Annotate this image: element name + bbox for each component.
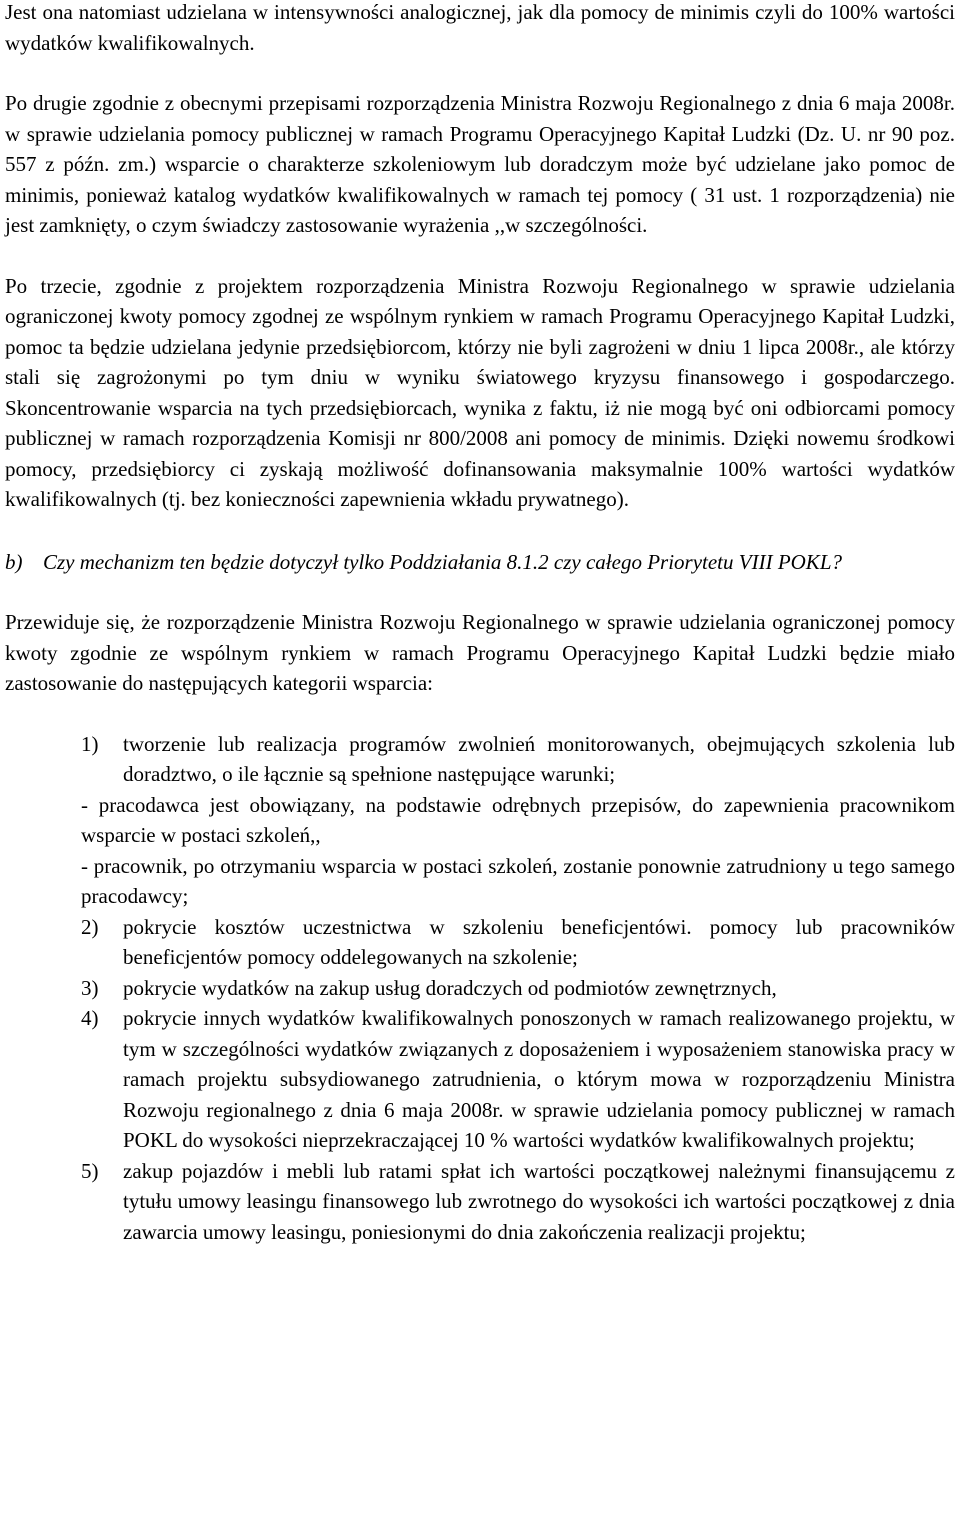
paragraph-spacer: [5, 515, 955, 547]
list-item-number: 4): [81, 1006, 99, 1030]
list-item: [81, 973, 955, 1004]
list-item-text: tworzenie lub realizacja programów zwolnień monitorowanych, obejmujących szkolenia lub doradztwo, o ile łącznie są spełnione następujące warunki;: [123, 731, 955, 786]
question-marker: b): [5, 549, 23, 574]
paragraph-second-point: Po drugie zgodnie z obecnymi przepisami rozporządzenia Ministra Rozwoju Regionalnego z dnia 6 maja 2008r. w sprawie udzielania pomocy publicznej w ramach Programu Operacyjnego Kapitał Ludzki (Dz. U. nr 90 poz. 557 z późn. zm.) wsparcie o charakterze szkoleniowym lub doradczym może być udzielane jako pomoc de minimis, ponieważ katalog wydatków kwalifikowalnych w ramach tej pomocy ( 31 ust. 1 rozporządzenia) nie jest zamknięty, o czym świadczy zastosowanie wyrażenia ,,w szczególności.: [5, 91, 955, 237]
list-item-text: pokrycie kosztów uczestnictwa w szkoleniu beneficjentówi. pomocy lub pracowników beneficjentów pomocy oddelegowanych na szkolenie;: [123, 914, 955, 969]
list-item-text: zakup pojazdów i mebli lub ratami spłat ich wartości początkowej należnymi finansującemu z tytułu umowy leasingu finansowego lub zwrotnego do wysokości ich wartości początkowej z dnia zawarcia umowy leasingu, poniesionymi do dnia zakończenia realizacji projektu;: [123, 1158, 955, 1244]
question-heading: [5, 547, 955, 578]
list-item: [81, 1156, 955, 1248]
list-item-number: 3): [81, 975, 99, 1000]
question-text: Czy mechanizm ten będzie dotyczył tylko Poddziałania 8.1.2 czy całego Priorytetu VIII POKL?: [43, 549, 842, 574]
support-categories-list: [5, 729, 955, 1248]
condition-item: - pracodawca jest obowiązany, na podstawie odrębnych przepisów, do zapewnienia pracownikom wsparcie w postaci szkoleń,,: [81, 792, 955, 847]
list-item-text: pokrycie wydatków na zakup usług doradczych od podmiotów zewnętrznych,: [123, 975, 777, 1000]
paragraph-intensity: Jest ona natomiast udzielana w intensywności analogicznej, jak dla pomocy de minimis czyli do 100% wartości wydatków kwalifikowalnych.: [5, 0, 955, 55]
list-item: [81, 1003, 955, 1156]
paragraph-spacer: [5, 241, 955, 271]
paragraph-third-point: Po trzecie, zgodnie z projektem rozporządzenia Ministra Rozwoju Regionalnego w sprawie udzielania ograniczonej kwoty pomocy zgodnej ze wspólnym rynkiem w ramach Programu Operacyjnego Kapitał Ludzki, pomoc ta będzie udzielana jedynie przedsiębiorcom, którzy nie byli zagrożeni w dniu 1 lipca 2008r., ale którzy stali się zagrożonymi po tym dniu w wyniku światowego kryzysu finansowego i gospodarczego. Skoncentrowanie wsparcia na tych przedsiębiorcach, wynika z faktu, iż nie mogą być oni odbiorcami pomocy publicznej w ramach rozporządzenia Komisji nr 800/2008 ani pomocy de minimis. Dzięki nowemu środkowi pomocy, przedsiębiorcy ci zyskają możliwość dofinansowania maksymalnie 100% wartości wydatków kwalifikowalnych (tj. bez konieczności zapewnienia wkładu prywatnego).: [5, 273, 955, 511]
paragraph-spacer: [5, 58, 955, 88]
list-item-text: pokrycie innych wydatków kwalifikowalnych ponoszonych w ramach realizowanego projektu, w tym w szczególności wydatków związanych z doposażeniem i wyposażeniem stanowiska pracy w ramach projektu subsydiowanego zatrudnienia, o którym mowa w rozporządzeniu Ministra Rozwoju regionalnego z dnia 6 maja 2008r. w sprawie udzielania pomocy publicznej w ramach POKL do wysokości nieprzekraczającej 10 % wartości wydatków kwalifikowalnych projektu;: [123, 1006, 955, 1152]
paragraph-spacer: [5, 699, 955, 729]
list-item: [81, 912, 955, 973]
list-item-number: 2): [81, 914, 99, 939]
paragraph-spacer: [5, 577, 955, 607]
list-item-number: 5): [81, 1158, 99, 1183]
list-item: [81, 729, 955, 790]
list-item-number: 1): [81, 731, 99, 756]
condition-item: - pracownik, po otrzymaniu wsparcia w postaci szkoleń, zostanie ponownie zatrudniony u tego samego pracodawcy;: [81, 853, 955, 908]
paragraph-forecast: Przewiduje się, że rozporządzenie Ministra Rozwoju Regionalnego w sprawie udzielania ograniczonej pomocy kwoty zgodnie ze wspólnym rynkiem w ramach Programu Operacyjnego Kapitał Ludzki będzie miało zastosowanie do następujących kategorii wsparcia:: [5, 610, 955, 695]
